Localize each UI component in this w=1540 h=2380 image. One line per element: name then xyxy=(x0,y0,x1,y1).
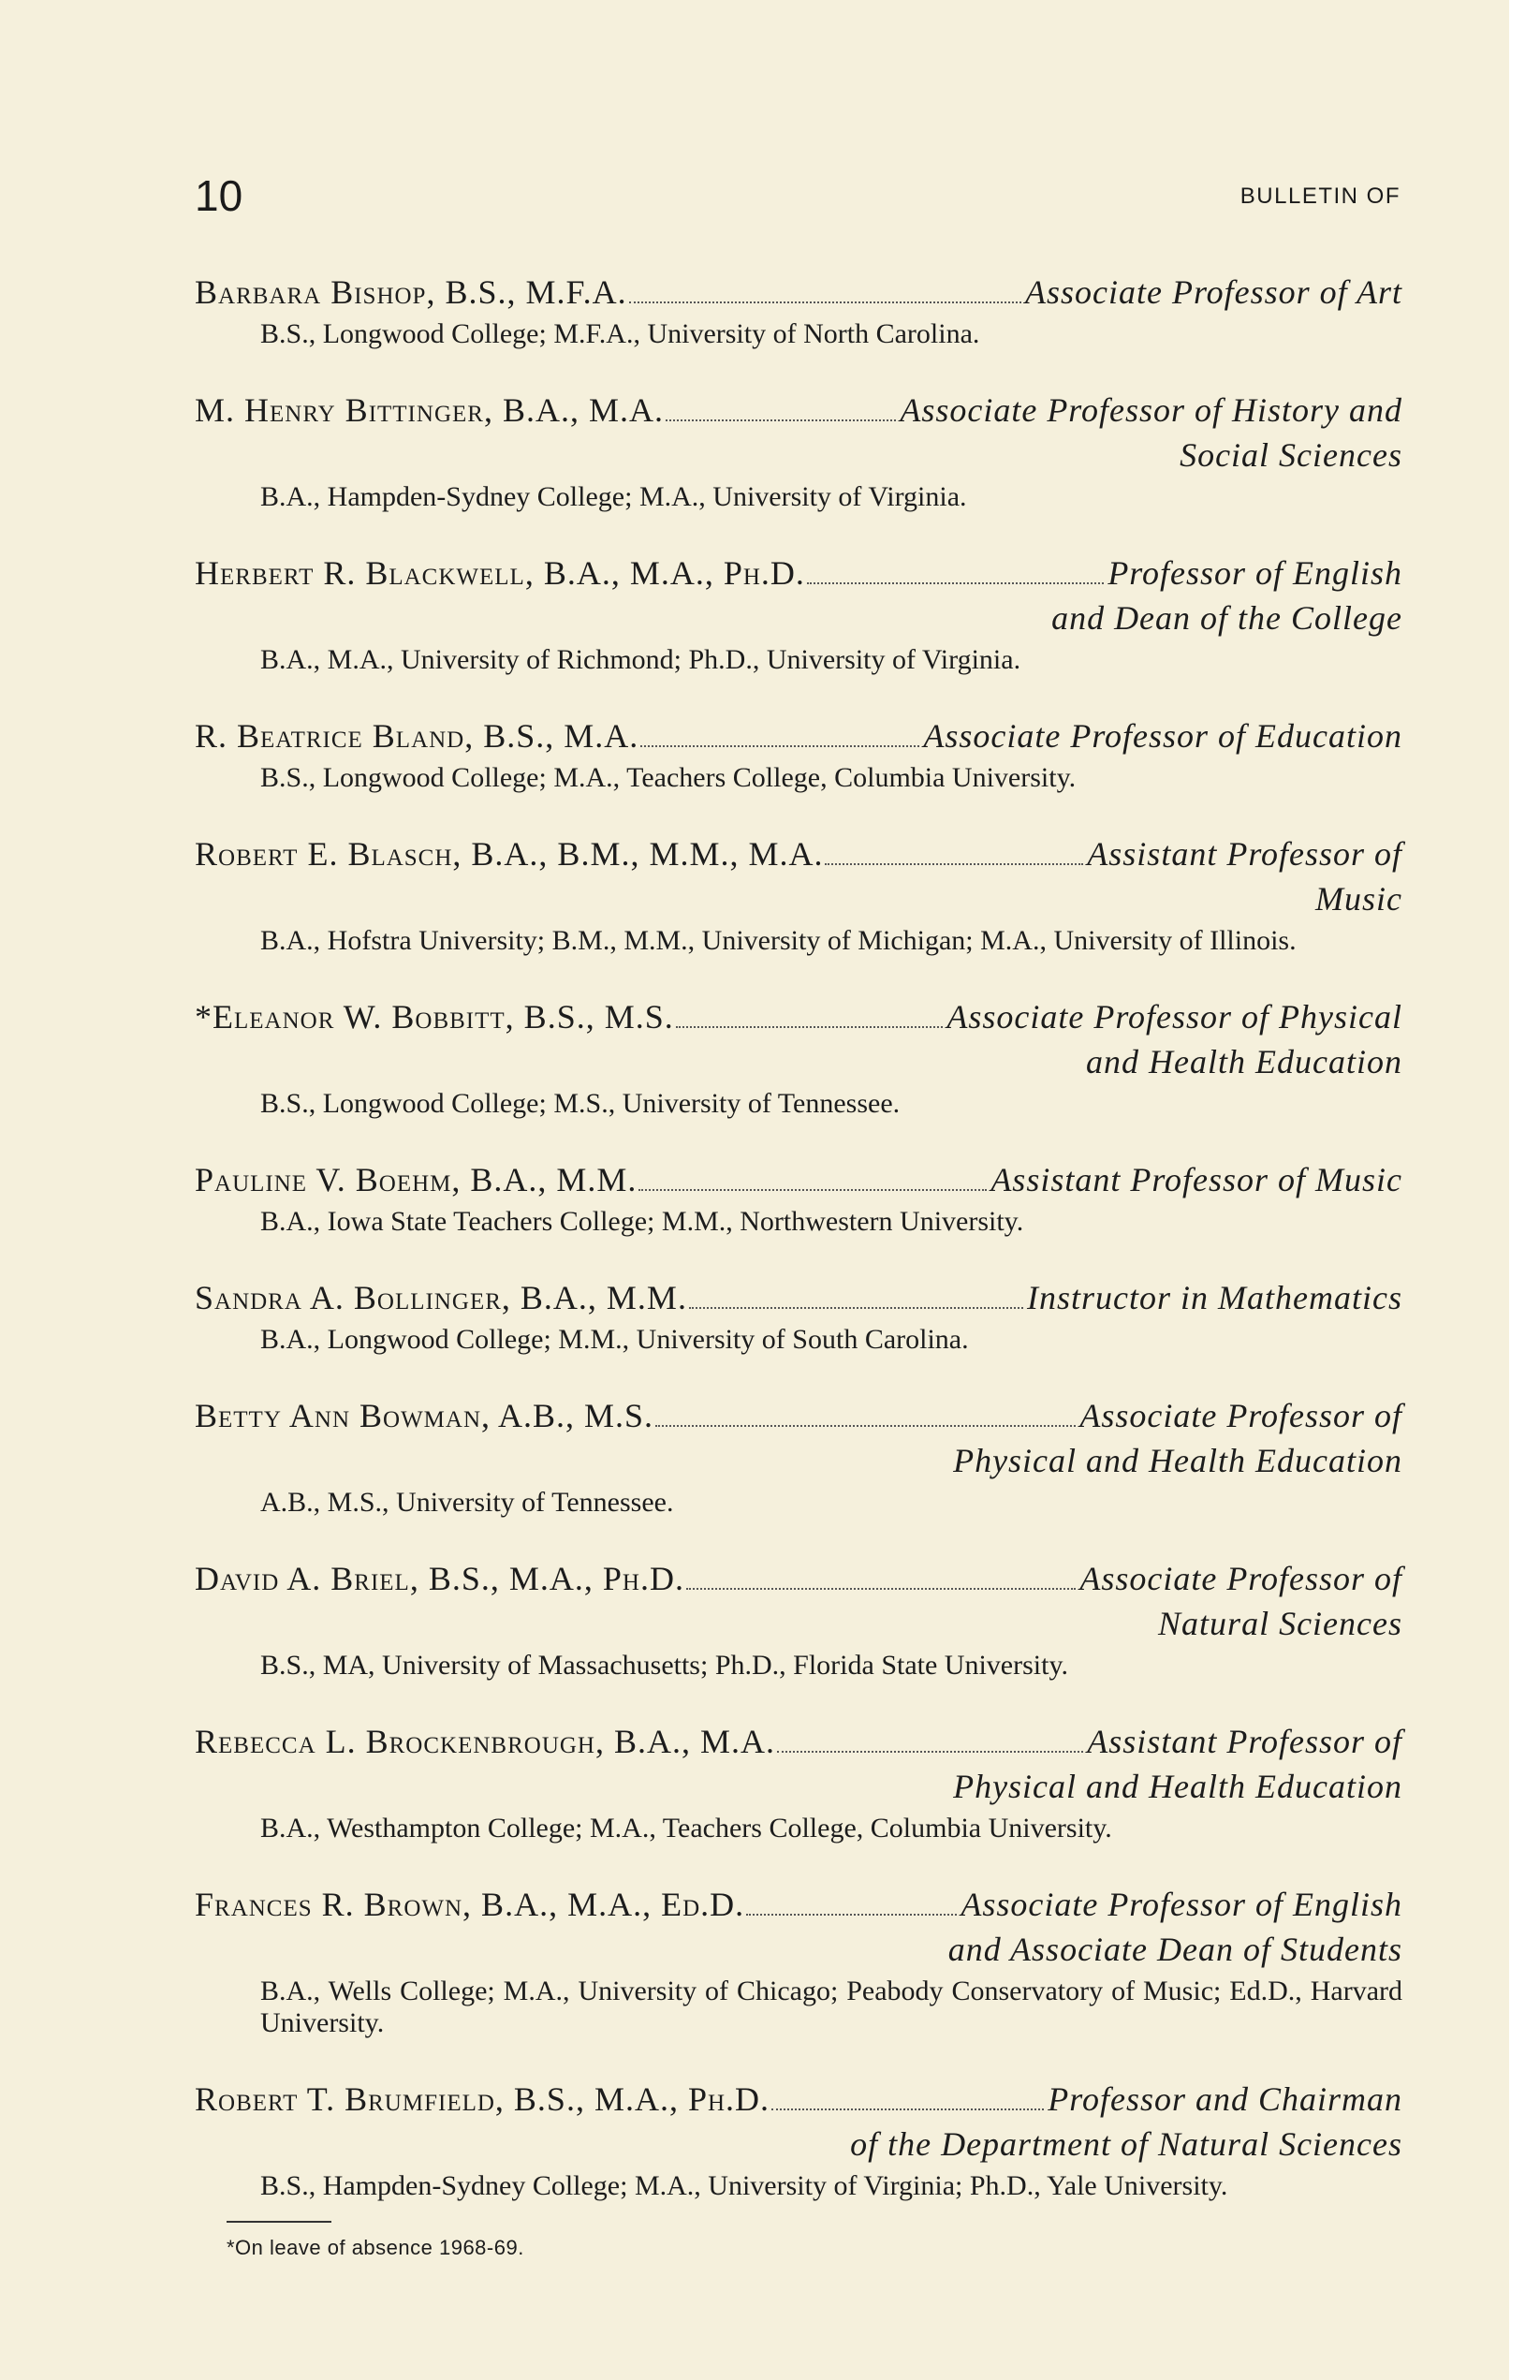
faculty-degrees: B.A., Westhampton College; M.A., Teachers College, Columbia University. xyxy=(260,1813,1112,1844)
faculty-title: Professor of English xyxy=(1107,554,1402,592)
faculty-title: Instructor in Mathematics xyxy=(1027,1279,1402,1316)
faculty-headline xyxy=(195,1719,1402,1764)
faculty-degrees: B.S., Longwood College; M.S., University of Tennessee. xyxy=(260,1088,901,1119)
faculty-degrees: B.A., M.A., University of Richmond; Ph.D., University of Virginia. xyxy=(260,644,1021,675)
faculty-name: *Eleanor W. Bobbitt, B.S., M.S. xyxy=(195,998,674,1036)
faculty-name: Herbert R. Blackwell, B.A., M.A., Ph.D. xyxy=(195,554,805,592)
dot-leader xyxy=(746,1914,957,1916)
faculty-title-continued: and Health Education xyxy=(1086,1043,1402,1080)
faculty-title: Associate Professor of xyxy=(1079,1560,1402,1597)
faculty-name: Betty Ann Bowman, A.B., M.S. xyxy=(195,1397,654,1434)
faculty-headline xyxy=(195,2077,1402,2122)
faculty-entry xyxy=(195,388,1402,513)
faculty-name: Frances R. Brown, B.A., M.A., Ed.D. xyxy=(195,1886,745,1923)
faculty-name: Robert T. Brumfield, B.S., M.A., Ph.D. xyxy=(195,2080,770,2118)
faculty-title-continued: Physical and Health Education xyxy=(953,1442,1402,1479)
faculty-name: Pauline V. Boehm, B.A., M.M. xyxy=(195,1161,638,1198)
faculty-name: M. Henry Bittinger, B.A., M.A. xyxy=(195,391,664,429)
faculty-degrees: B.A., Wells College; M.A., University of Chicago; Peabody Conservatory of Music; Ed.D., Harvard University. xyxy=(260,1976,1402,2038)
dot-leader xyxy=(771,2108,1044,2110)
faculty-degrees: B.S., Longwood College; M.A., Teachers College, Columbia University. xyxy=(260,762,1077,793)
faculty-headline xyxy=(195,388,1402,433)
faculty-degrees: B.S., MA, University of Massachusetts; Ph.D., Florida State University. xyxy=(260,1650,1069,1681)
faculty-title: Associate Professor of xyxy=(1079,1397,1402,1434)
faculty-entry xyxy=(195,994,1402,1120)
faculty-title: Associate Professor of Education xyxy=(923,717,1402,755)
faculty-title: Associate Professor of History and xyxy=(900,391,1402,429)
page-number: 10 xyxy=(195,171,243,220)
faculty-entry xyxy=(195,1157,1402,1238)
dot-leader xyxy=(638,1189,987,1191)
faculty-headline xyxy=(195,831,1402,876)
faculty-degrees: B.A., Hofstra University; B.M., M.M., University of Michigan; M.A., University of Illinois. xyxy=(260,925,1297,956)
faculty-entry xyxy=(195,1556,1402,1682)
faculty-headline xyxy=(195,1556,1402,1601)
faculty-degrees: B.S., Longwood College; M.F.A., University of North Carolina. xyxy=(260,318,980,349)
faculty-title: Assistant Professor of xyxy=(1087,1723,1402,1760)
faculty-name: Robert E. Blasch, B.A., B.M., M.M., M.A. xyxy=(195,835,824,873)
faculty-entry xyxy=(195,1882,1402,2039)
faculty-degrees: B.A., Hampden-Sydney College; M.A., University of Virginia. xyxy=(260,481,967,512)
faculty-title-continued: Social Sciences xyxy=(1180,436,1402,474)
faculty-degrees: B.A., Longwood College; M.M., University of South Carolina. xyxy=(260,1324,969,1355)
faculty-entry xyxy=(195,2077,1402,2202)
faculty-title-continued: and Dean of the College xyxy=(1051,599,1402,637)
dot-leader xyxy=(825,863,1083,865)
footnote: *On leave of absence 1968-69. xyxy=(227,2236,524,2259)
faculty-title-continued: and Associate Dean of Students xyxy=(947,1931,1402,1968)
faculty-headline xyxy=(195,1275,1402,1320)
faculty-title: Assistant Professor of xyxy=(1087,835,1402,873)
faculty-entry xyxy=(195,831,1402,957)
faculty-name: David A. Briel, B.S., M.A., Ph.D. xyxy=(195,1560,684,1597)
faculty-name: Sandra A. Bollinger, B.A., M.M. xyxy=(195,1279,687,1316)
dot-leader xyxy=(666,419,896,421)
faculty-headline xyxy=(195,551,1402,595)
faculty-headline xyxy=(195,270,1402,315)
faculty-entry xyxy=(195,1719,1402,1844)
faculty-title-continued: Natural Sciences xyxy=(1158,1605,1402,1642)
faculty-headline xyxy=(195,1882,1402,1927)
faculty-entry xyxy=(195,713,1402,794)
faculty-entry xyxy=(195,270,1402,350)
faculty-headline xyxy=(195,994,1402,1039)
dot-leader xyxy=(676,1026,944,1028)
footnote-rule xyxy=(227,2221,331,2223)
faculty-entry xyxy=(195,1275,1402,1356)
faculty-list xyxy=(195,270,1402,2240)
dot-leader xyxy=(777,1751,1083,1753)
dot-leader xyxy=(686,1588,1076,1590)
faculty-title: Associate Professor of English xyxy=(961,1886,1402,1923)
faculty-entry xyxy=(195,551,1402,676)
faculty-entry xyxy=(195,1393,1402,1519)
faculty-title: Assistant Professor of Music xyxy=(990,1161,1402,1198)
faculty-degrees: B.S., Hampden-Sydney College; M.A., University of Virginia; Ph.D., Yale University. xyxy=(260,2170,1228,2201)
faculty-title-continued: Music xyxy=(1315,880,1402,918)
faculty-degrees: A.B., M.S., University of Tennessee. xyxy=(260,1487,674,1518)
faculty-degrees: B.A., Iowa State Teachers College; M.M., Northwestern University. xyxy=(260,1206,1024,1237)
faculty-name: Rebecca L. Brockenbrough, B.A., M.A. xyxy=(195,1723,776,1760)
dot-leader xyxy=(807,582,1104,584)
dot-leader xyxy=(655,1425,1076,1427)
faculty-headline xyxy=(195,713,1402,758)
faculty-headline xyxy=(195,1393,1402,1438)
faculty-title-continued: Physical and Health Education xyxy=(953,1768,1402,1805)
faculty-title: Associate Professor of Physical xyxy=(946,998,1402,1036)
faculty-name: R. Beatrice Bland, B.S., M.A. xyxy=(195,717,639,755)
faculty-title: Professor and Chairman xyxy=(1048,2080,1402,2118)
running-head: BULLETIN OF xyxy=(1239,184,1401,209)
dot-leader xyxy=(689,1307,1023,1309)
faculty-name: Barbara Bishop, B.S., M.F.A. xyxy=(195,273,627,311)
dot-leader xyxy=(629,301,1021,303)
faculty-title: Associate Professor of Art xyxy=(1025,273,1402,311)
faculty-headline xyxy=(195,1157,1402,1202)
faculty-title-continued: of the Department of Natural Sciences xyxy=(850,2125,1402,2163)
dot-leader xyxy=(640,745,919,747)
